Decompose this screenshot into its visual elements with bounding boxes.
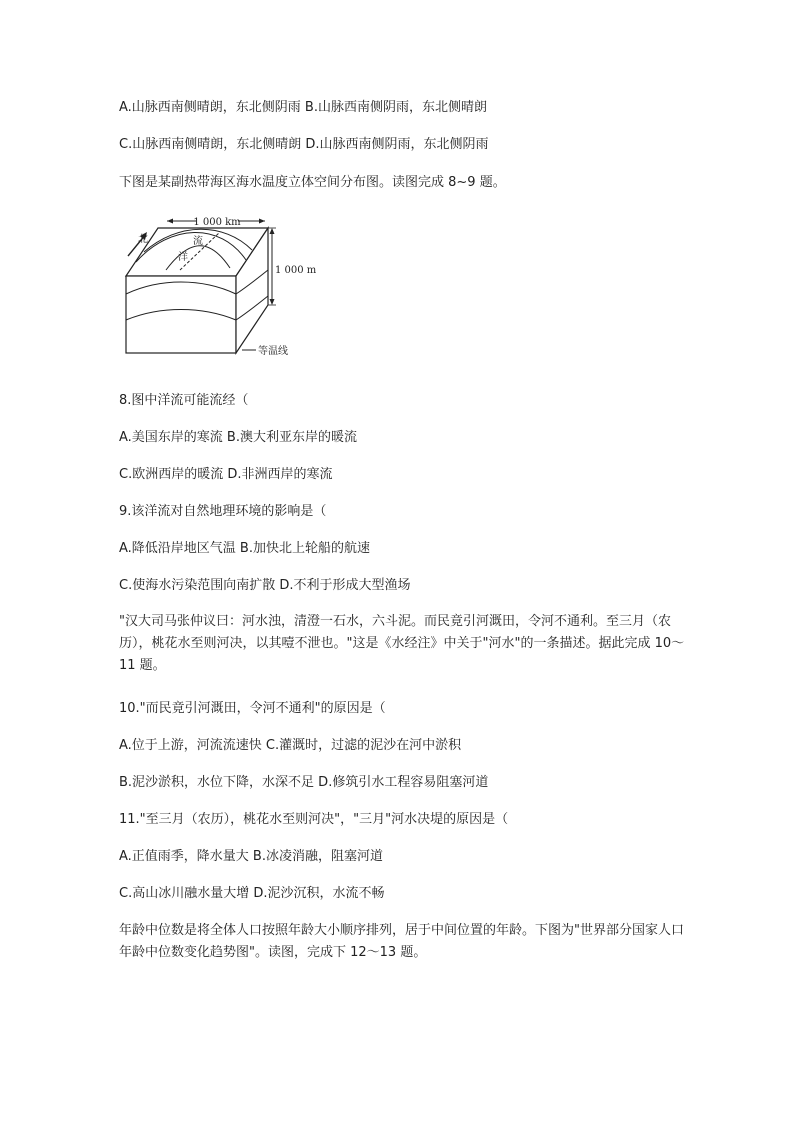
current-label-1: 流	[193, 236, 203, 247]
q7-options-cd: C.山脉西南侧晴朗，东北侧晴朗 D.山脉西南侧阴雨，东北侧阴雨	[119, 137, 489, 152]
q11-options-ab: A.正值雨季，降水量大 B.冰凌消融，阻塞河道	[119, 849, 383, 864]
intro-q10-q11: "汉大司马张仲议曰：河水浊，清澄一石水，六斗泥。而民竟引河溉田，令河不通利。至三月（农历），桃花水至则河决，以其噎不泄也。"这是《水经注》中关于"河水"的一条描述。据此完成 10～11 题。	[119, 614, 685, 673]
intro-q12-q13: 年龄中位数是将全体人口按照年龄大小顺序排列，居于中间位置的年龄。下图为"世界部分国家人口年龄中位数变化趋势图"。读图，完成下 12～13 题。	[119, 923, 684, 960]
ocean-temperature-block-diagram	[120, 212, 317, 362]
depth-label: 1 000 m	[275, 265, 317, 276]
width-label: 1 000 km	[193, 217, 241, 228]
legend-label: 等温线	[258, 346, 288, 357]
north-label: 北	[138, 234, 148, 245]
q10-options-ac: A.位于上游，河流流速快 C.灌溉时，过滤的泥沙在河中淤积	[119, 738, 462, 753]
q9-options-ab: A.降低沿岸地区气温 B.加快北上轮船的航速	[119, 541, 370, 556]
intro-q8-q9: 下图是某副热带海区海水温度立体空间分布图。读图完成 8~9 题。	[119, 175, 506, 190]
q8-options-cd: C.欧洲西岸的暖流 D.非洲西岸的寒流	[119, 467, 333, 482]
q11-options-cd: C.高山冰川融水量大增 D.泥沙沉积，水流不畅	[119, 886, 385, 901]
q7-options-ab: A.山脉西南侧晴朗，东北侧阴雨 B.山脉西南侧阴雨，东北侧晴朗	[119, 100, 487, 115]
q8-stem: 8.图中洋流可能流经（	[119, 393, 249, 408]
q10-options-bd: B.泥沙淤积，水位下降，水深不足 D.修筑引水工程容易阻塞河道	[119, 775, 489, 790]
q9-stem: 9.该洋流对自然地理环境的影响是（	[119, 504, 327, 519]
q9-options-cd: C.使海水污染范围向南扩散 D.不利于形成大型渔场	[119, 578, 411, 593]
q8-options-ab: A.美国东岸的寒流 B.澳大利亚东岸的暖流	[119, 430, 357, 445]
q10-stem: 10."而民竟引河溉田，令河不通利"的原因是（	[119, 701, 386, 716]
current-label-2: 洋	[178, 252, 188, 263]
q11-stem: 11."至三月（农历），桃花水至则河决"，"三月"河水决堤的原因是（	[119, 812, 509, 827]
